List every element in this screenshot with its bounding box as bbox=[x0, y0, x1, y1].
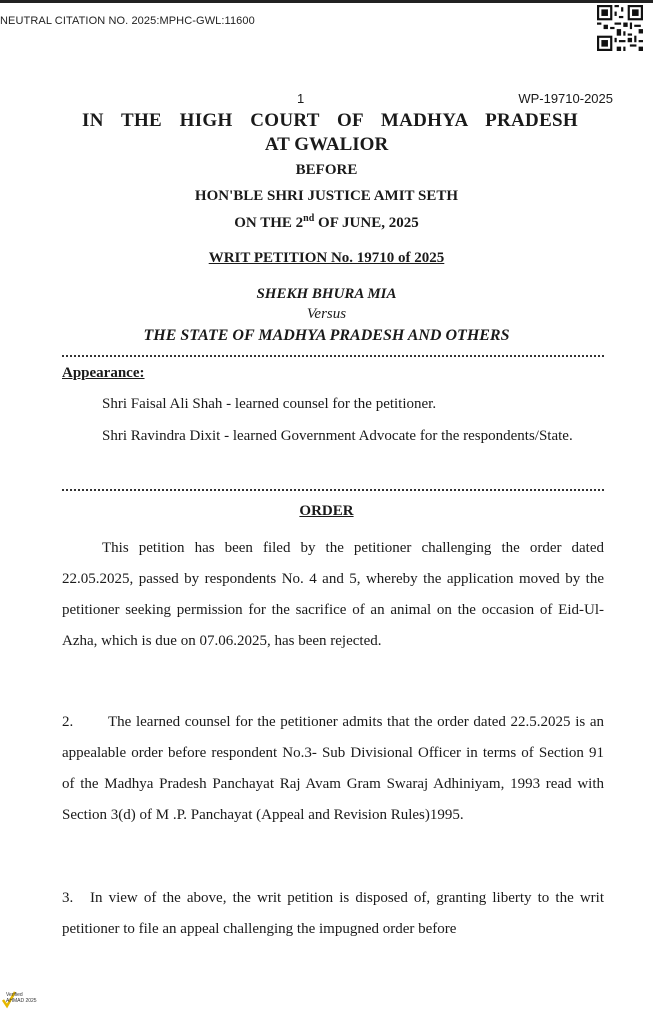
page-number: 1 bbox=[297, 91, 305, 106]
case-code: WP-19710-2025 bbox=[518, 91, 613, 106]
petitioner-name: SHEKH BHURA MIA bbox=[256, 286, 397, 302]
paragraph-2: 2. The learned counsel for the petitioner admits that the order dated 22.5.2025 is an appealable order before respondent No.3- Sub Divisional Officer in terms of Section 91 of the Madhya Pradesh Panchayat Raj Avam Gram Swaraj Adhiniyam, 1993 read with Section 3(d) of M .P. Panchayat (Appeal and Revision Rules)1995. bbox=[62, 707, 604, 831]
top-border bbox=[0, 0, 653, 3]
order-heading: ORDER bbox=[299, 503, 354, 519]
neutral-citation: NEUTRAL CITATION NO. 2025:MPHC-GWL:11600 bbox=[0, 15, 255, 27]
judge-name: HON'BLE SHRI JUSTICE AMIT SETH bbox=[194, 188, 459, 204]
appearance-respondent: Shri Ravindra Dixit - learned Government Advocate for the respondents/State. bbox=[102, 428, 573, 444]
respondent-name: THE STATE OF MADHYA PRADESH AND OTHERS bbox=[143, 327, 510, 344]
qr-code-icon bbox=[597, 5, 643, 51]
hearing-date: ON THE 2nd OF JUNE, 2025 bbox=[234, 213, 419, 231]
divider bbox=[62, 489, 604, 491]
before-label: BEFORE bbox=[295, 162, 358, 178]
petition-title: WRIT PETITION No. 19710 of 2025 bbox=[208, 250, 445, 266]
signature-text: Verified AHMAD 2025 bbox=[6, 992, 37, 1004]
court-name: IN THE HIGH COURT OF MADHYA PRADESH bbox=[82, 110, 578, 131]
paragraph-1: This petition has been filed by the petitioner challenging the order dated 22.05.2025, passed by respondents No. 4 and 5, whereby the application moved by the petitioner seeking permission for the sacrifice of an animal on the occasion of Eid-Ul-Azha, which is due on 07.06.2025, has been rejected. bbox=[62, 540, 604, 649]
paragraph-number: 3. bbox=[62, 890, 74, 906]
digital-signature-stamp bbox=[0, 988, 40, 1020]
appearance-petitioner: Shri Faisal Ali Shah - learned counsel for the petitioner. bbox=[102, 396, 437, 412]
court-bench: AT GWALIOR bbox=[264, 134, 389, 155]
paragraph-3: 3. In view of the above, the writ petition is disposed of, granting liberty to the writ petitioner to file an appeal challenging the impugned order before bbox=[62, 883, 604, 945]
paragraph-number: 2. bbox=[62, 714, 74, 730]
appearance-heading: Appearance: bbox=[62, 365, 145, 381]
versus-label: Versus bbox=[306, 306, 347, 322]
divider bbox=[62, 355, 604, 357]
